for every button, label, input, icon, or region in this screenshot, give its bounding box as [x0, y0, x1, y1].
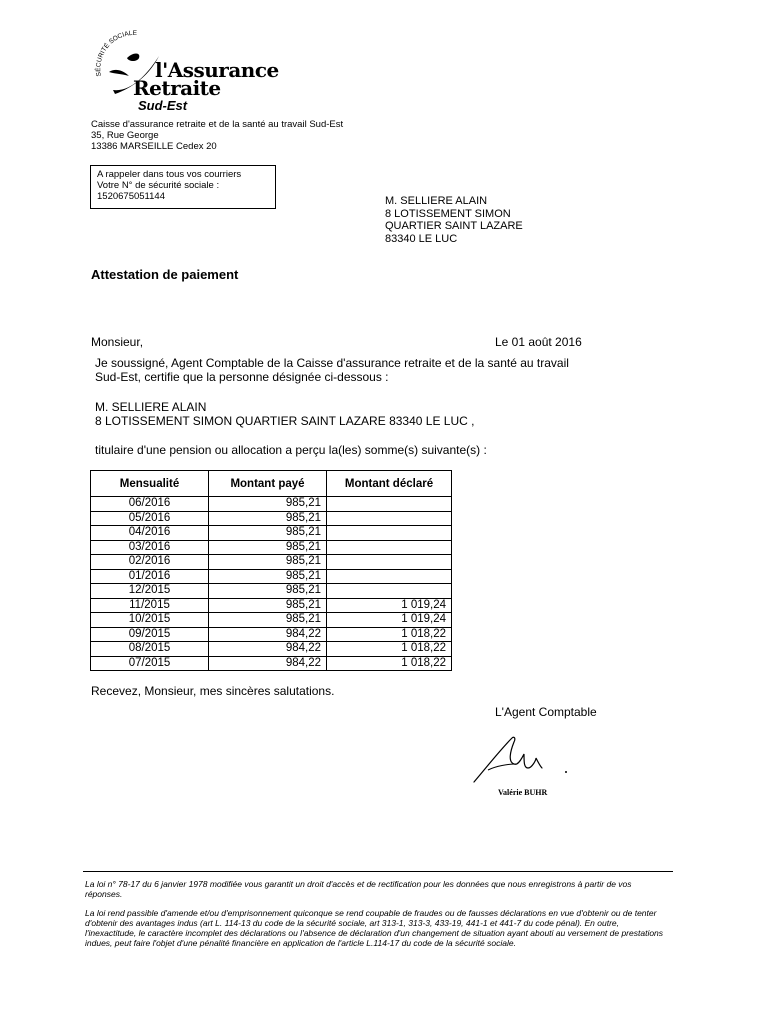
cell-month: 11/2015	[91, 598, 209, 613]
beneficiary-name: M. SELLIERE ALAIN	[95, 400, 207, 414]
cell-paid-amount: 985,21	[209, 497, 327, 512]
cell-month: 07/2015	[91, 656, 209, 671]
cell-declared-amount	[327, 569, 452, 584]
ssn-number: 1520675051144	[97, 191, 165, 202]
reference-box	[90, 165, 276, 209]
logo-region: Sud-Est	[138, 98, 188, 113]
table-row	[91, 656, 452, 671]
agent-title: L'Agent Comptable	[495, 705, 597, 719]
payment-intro: titulaire d'une pension ou allocation a perçu la(les) somme(s) suivante(s) :	[95, 443, 487, 457]
cell-declared-amount: 1 018,22	[327, 642, 452, 657]
table-row	[91, 497, 452, 512]
cell-month: 09/2015	[91, 627, 209, 642]
logo-arc-text: SÉCURITÉ SOCIALE	[95, 29, 138, 77]
table-row	[91, 511, 452, 526]
cell-month: 08/2015	[91, 642, 209, 657]
recipient-line2: QUARTIER SAINT LAZARE	[385, 220, 523, 232]
reference-note: A rappeler dans tous vos courriers	[97, 169, 242, 180]
table-row	[91, 584, 452, 599]
cell-declared-amount	[327, 584, 452, 599]
logo-title-line1: l'Assurance	[155, 58, 279, 82]
cell-paid-amount: 984,22	[209, 656, 327, 671]
cell-declared-amount: 1 018,22	[327, 627, 452, 642]
cell-declared-amount	[327, 526, 452, 541]
cell-month: 06/2016	[91, 497, 209, 512]
document-title: Attestation de paiement	[91, 267, 239, 282]
cell-declared-amount	[327, 555, 452, 570]
column-header-month: Mensualité	[91, 471, 209, 497]
table-row	[91, 613, 452, 628]
certification-line1: Je soussigné, Agent Comptable de la Caisse d'assurance retraite et de la santé au travail	[95, 356, 569, 370]
column-header-paid: Montant payé	[209, 471, 327, 497]
cell-paid-amount: 985,21	[209, 569, 327, 584]
table-row	[91, 540, 452, 555]
cell-declared-amount: 1 019,24	[327, 598, 452, 613]
cell-paid-amount: 984,22	[209, 642, 327, 657]
table-body	[91, 497, 452, 671]
cell-declared-amount	[327, 511, 452, 526]
handwritten-signature	[468, 728, 578, 788]
table-row	[91, 627, 452, 642]
privacy-notice: La loi n° 78-17 du 6 janvier 1978 modifiée vous garantit un droit d'accès et de rectification pour les données que nous enregistrons à partir de vos réponses.	[85, 879, 632, 899]
cell-paid-amount: 985,21	[209, 584, 327, 599]
cell-month: 05/2016	[91, 511, 209, 526]
column-header-declared: Montant déclaré	[327, 471, 452, 497]
payments-table	[90, 470, 452, 671]
table-row	[91, 598, 452, 613]
cell-paid-amount: 985,21	[209, 555, 327, 570]
cell-paid-amount: 985,21	[209, 598, 327, 613]
ssn-label: Votre N° de sécurité sociale :	[97, 180, 220, 191]
cell-paid-amount: 985,21	[209, 526, 327, 541]
cell-declared-amount	[327, 540, 452, 555]
logo-title-line2: Retraite	[133, 76, 221, 100]
salutation: Monsieur,	[91, 335, 144, 349]
cell-declared-amount	[327, 497, 452, 512]
cell-month: 03/2016	[91, 540, 209, 555]
cell-month: 12/2015	[91, 584, 209, 599]
certification-line2: Sud-Est, certifie que la personne désignée ci-dessous :	[95, 369, 389, 384]
recipient-name: M. SELLIERE ALAIN	[385, 195, 488, 207]
closing-salutation: Recevez, Monsieur, mes sincères salutations.	[91, 684, 335, 698]
recipient-line3: 83340 LE LUC	[385, 232, 458, 245]
cell-month: 01/2016	[91, 569, 209, 584]
sender-name: Caisse d'assurance retraite et de la santé au travail Sud-Est	[91, 119, 344, 130]
signer-name: Valérie BUHR	[498, 788, 548, 797]
cell-month: 02/2016	[91, 555, 209, 570]
footer-divider	[83, 871, 673, 872]
document-date: Le 01 août 2016	[495, 335, 582, 349]
cell-declared-amount: 1 019,24	[327, 613, 452, 628]
table-row	[91, 642, 452, 657]
recipient-line1: 8 LOTISSEMENT SIMON	[385, 207, 511, 220]
table-row	[91, 526, 452, 541]
cell-paid-amount: 984,22	[209, 627, 327, 642]
cell-paid-amount: 985,21	[209, 511, 327, 526]
beneficiary-address: 8 LOTISSEMENT SIMON QUARTIER SAINT LAZARE 83340 LE LUC ,	[95, 413, 475, 428]
fraud-notice: La loi rend passible d'amende et/ou d'emprisonnement quiconque se rend coupable de fraudes ou de fausses déclarations en vue d'obtenir ou de tenter d'obtenir des avantages indus (art L. 114-13 du code de la sécurité sociale, art 313-1, 313-3, 433-19, 441-1 et 441-7 du code pénal). En outre, l'inexactitude, le caractère incomplet des déclarations ou l'absence de déclaration d'un changement de situation ayant abouti au versement de prestations indues, peut faire l'objet d'une pénalité financière en application de l'article L.114-17 du code de la sécurité sociale.	[85, 908, 664, 948]
sender-city: 13386 MARSEILLE Cedex 20	[91, 141, 217, 152]
cell-paid-amount: 985,21	[209, 613, 327, 628]
beneficiary	[95, 401, 474, 428]
cell-paid-amount: 985,21	[209, 540, 327, 555]
sender-address	[91, 119, 343, 152]
svg-text:SÉCURITÉ SOCIALE	[93, 30, 137, 77]
table-row	[91, 569, 452, 584]
cell-month: 10/2015	[91, 613, 209, 628]
organization-logo	[93, 28, 353, 118]
cell-declared-amount: 1 018,22	[327, 656, 452, 671]
sender-street: 35, Rue George	[91, 130, 159, 141]
certification-text	[95, 357, 635, 384]
cell-month: 04/2016	[91, 526, 209, 541]
recipient-address	[385, 195, 523, 245]
table-header-row	[91, 471, 452, 497]
table-row	[91, 555, 452, 570]
